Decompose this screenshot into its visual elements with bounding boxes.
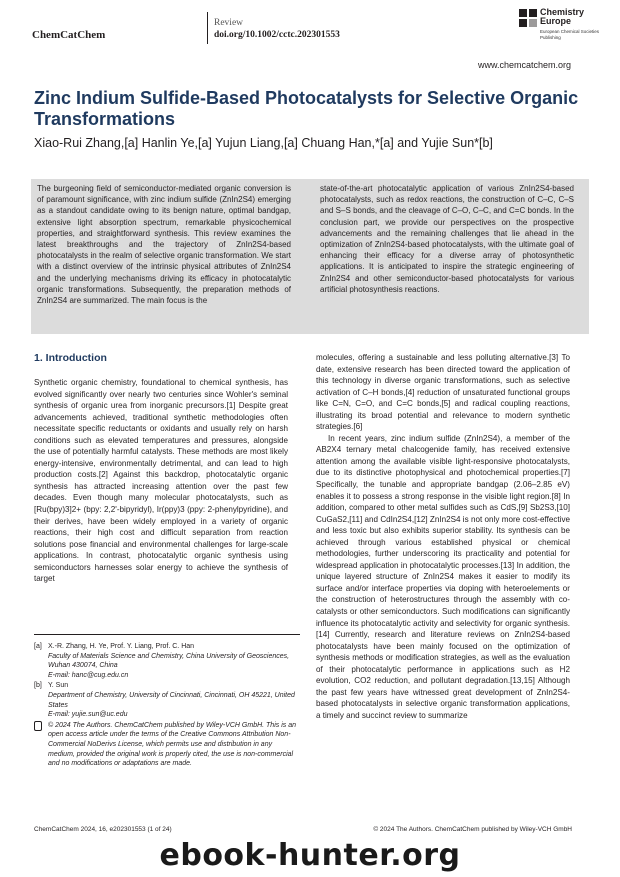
paragraph: Synthetic organic chemistry, foundational to chemical synthesis, has evolved significantly over nearly two centuries since Wohler's seminal synthesis of organic urea from inorganic precursors.[1] Despite great advancements achieved, traditional synthetic methodologies often necessitate specific reductants or oxidants and usually rely on harsh conditions such as elevated temperatures and pressures, alongside the use of potentially harmful catalysts. These methods are most likely energy-intensive, environmentally detrimental, and can lead to high production costs.[2] Against this backdrop, photocatalytic organic synthesis has attracted increasing attention over the past few decades. Even though many molecular photocatalysts, such as [Ru(bpy)3]2+ (bpy: 2,2'-bipyridyl), Ir(ppy)3 (ppy: 2-phenylpyridine), and their derives, have been widely employed in a variety of organic reactions, their high cost and difficult separation from reaction solutions pose financial and environmental challenges for large-scale applications. In contrast, photocatalytic organic synthesis using semiconductors harnesses solar energy to achieve the synthesis of target xyxy=(34,378,288,584)
doi-link[interactable]: doi.org/10.1002/cctc.202301553 xyxy=(214,30,340,40)
footnote-divider xyxy=(34,634,300,635)
watermark: ebook-hunter.org xyxy=(159,838,461,873)
affiliation-b xyxy=(34,681,300,719)
body-column-2 xyxy=(316,352,570,722)
paragraph: molecules, offering a sustainable and less polluting alternative.[3] To date, extensive research has been directed toward the application of this technology in diverse organic transformations, such as selective activation of C–H bonds,[4] reduction of unsaturated functional groups like C=N, C=O, and C=C bonds,[5] and radical coupling reactions, illustrating its broad potential and relevance to modern synthetic strategies.[6] xyxy=(316,353,570,432)
journal-name: ChemCatChem xyxy=(32,29,106,41)
publisher-name: Chemistry Europe xyxy=(540,7,585,26)
abstract-column-2: state-of-the-art photocatalytic application of various ZnIn2S4-based photocatalysts, such as redox reactions, the construction of C–C, C–S and S–S bonds, and the cleavage of C–O, C–C, and C=C bonds. In the conclusion part, we provide our perspectives on the prospective advancements and the remaining challenges that lie ahead in the optimization of ZnIn2S4-based photocatalysts, with the ultimate goal of enhancing their efficacy for a diverse array of photosynthetic applications. It is anticipated to inspire the strategic engineering of ZnIn2S4 and other semiconductor-based photocatalysts for various artificial photosynthesis reactions. xyxy=(320,184,574,294)
footer-citation: ChemCatChem 2024, 16, e202301553 (1 of 24) xyxy=(34,826,172,833)
footer-copyright: © 2024 The Authors. ChemCatChem published by Wiley-VCH GmbH xyxy=(373,826,572,833)
affiliations xyxy=(34,642,300,770)
license-text: © 2024 The Authors. ChemCatChem published by Wiley-VCH GmbH. This is an open access article under the terms of the Creative Commons Attribution Non-Commercial NoDerivs License, which permits use and distribution in any medium, provided the original work is properly cited, the use is non-commercial and no modifications or adaptations are made. xyxy=(48,721,296,768)
affiliation-names: Y. Sun xyxy=(48,682,69,690)
affiliation-address: Faculty of Materials Science and Chemistry, China University of Geosciences, Wuhan 430074, China xyxy=(48,652,290,670)
publisher-subtitle: European Chemical Societies Publishing xyxy=(540,29,600,40)
article-type: Review xyxy=(214,18,244,28)
paragraph: In recent years, zinc indium sulfide (ZnIn2S4), a member of the AB2X4 ternary metal chalcogenide family, has received extensive attention among the available visible light-responsive photocatalysts, due to its distinctive photophysical and photochemical properties.[7] Specifically, the tunable and appropriate bandgap (2.06–2.85 eV) enables it to possess a strong response in the visible light region.[8] In addition, compared to other metal sulfides such as CdS,[9] Sb2S3,[10] CuGaS2,[11] and CdIn2S4,[12] ZnIn2S4 is not only more cost-effective and less toxic but also exhibits superior stability. Its synthesis can be achieved through various established physical or chemical methodologies, further underscoring its practicality and potential for widespread application in photocatalytic processes.[13] In addition, the unique layered structure of ZnIn2S4 makes it easier to modify its surface and/or interface properties via doping with heteroelements or the construction of heterostructures through the assembly with co-catalysts or other semiconductors. Such modifications can significantly influence its photocatalytic activity and selectivity for organic synthesis.[14] Currently, research and literature reviews on ZnIn2S4-based photocatalysts have been mainly focused on the optimization of synthesis methods or modification strategies, as well as the evaluation of their photocatalytic performance in applications such as H2 evolution, CO2 reduction, and pollutant degradation.[13,15] Although the past few years have witnessed great development of ZnIn2S4-based photocatalysts in selective organic transformation applications, a timely and succinct review to summarize xyxy=(316,433,570,720)
author-list: Xiao-Rui Zhang,[a] Hanlin Ye,[a] Yujun Liang,[a] Chuang Han,*[a] and Yujie Sun*[b] xyxy=(34,136,493,150)
affiliation-names: X.-R. Zhang, H. Ye, Prof. Y. Liang, Prof. C. Han xyxy=(48,643,195,650)
affiliation-address: Department of Chemistry, University of Cincinnati, Cincinnati, OH 45221, United States xyxy=(48,691,295,709)
affiliation-tag: [a] xyxy=(34,643,42,650)
affiliation-email[interactable]: E-mail: hanc@cug.edu.cn xyxy=(48,671,129,679)
article-title: Zinc Indium Sulfide-Based Photocatalysts for Selective Organic Transformations xyxy=(34,88,579,129)
chemistry-europe-logo-icon xyxy=(519,9,537,27)
abstract-column-1: The burgeoning field of semiconductor-mediated organic conversion is of paramount significance, with zinc indium sulfide (ZnIn2S4) emerging as a standout candidate owing to its benign nature, optimal bandgap, extensive light absorption spectrum, remarkable physicochemical properties, and straightforward synthesis. This review examines the latest breakthroughs and the trajectory of ZnIn2S4-based photocatalysts in the realm of selective organic transformation. We start with a distinct overview of the intrinsic physical attributes of ZnIn2S4 and the underlying mechanisms driving its efficacy in photocatalytic organic transformations. Subsequently, the preparation methods of ZnIn2S4 are summarized. The main focus is the xyxy=(37,184,291,306)
open-access-icon xyxy=(34,721,42,731)
body-column-1 xyxy=(34,377,288,585)
affiliation-tag: [b] xyxy=(34,682,42,690)
affiliation-a xyxy=(34,642,300,680)
affiliation-email[interactable]: E-mail: yujie.sun@uc.edu xyxy=(48,711,128,719)
license-note xyxy=(34,721,300,769)
section-heading: 1. Introduction xyxy=(34,352,107,364)
journal-website[interactable]: www.chemcatchem.org xyxy=(477,60,571,70)
abstract-box xyxy=(31,179,589,334)
header-divider xyxy=(207,12,208,44)
